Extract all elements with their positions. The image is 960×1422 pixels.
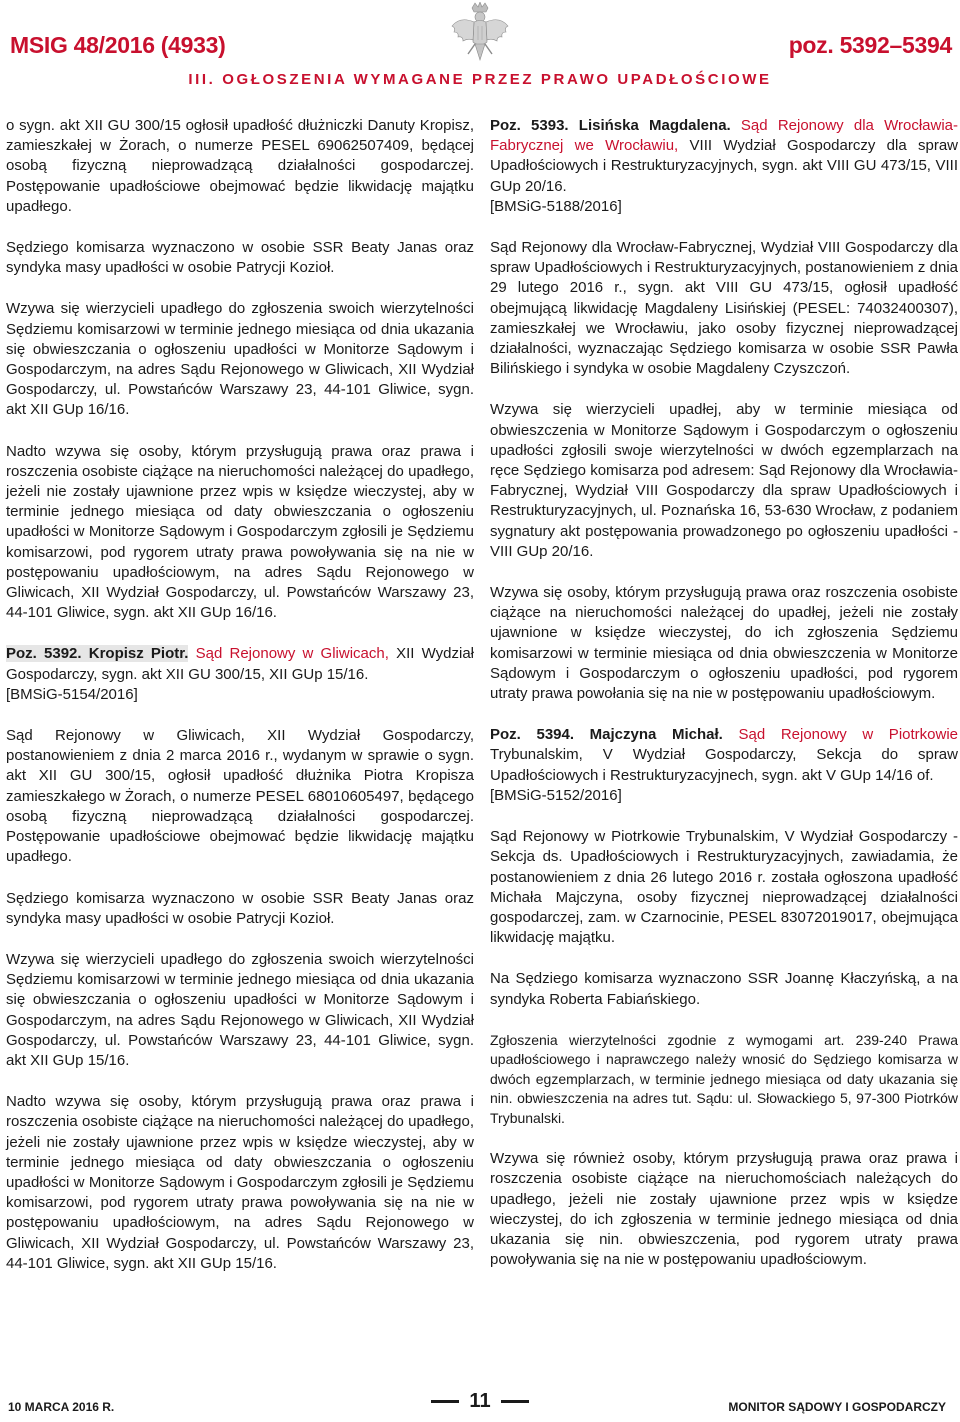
paragraph: Wzywa się również osoby, którym przysługują prawa oraz prawa i roszczenia osobiste ciążące na nieruchomościach należących do upadłego, jeżeli nie zostały ujawnione przez wpis w księdze wieczystej, do ich zgłoszenia w terminie jednego miesiąca od dnia ukazania się nin. obwieszczenia, pod rygorem utraty prawa powoływania się na nie w postępowaniu upadłościowym. bbox=[490, 1150, 958, 1269]
case-reference: Trybunalskim, V Wydział Gospodarczy, Sekcja do spraw Upadłościowych i Restrukturyzacyjnech, sygn. akt V GUp 14/16 of. bbox=[490, 746, 958, 784]
paragraph: Sąd Rejonowy w Piotrkowie Trybunalskim, V Wydział Gospodarczy - Sekcja ds. Upadłościowych i Restrukturyzacyjnych, zawiadamia, że postanowieniem z dnia 26 lutego 2016 r. została ogłoszona upadłość Michała Majczyna, osoby fizycznej nieprowadzącej działalności gospodarczej, zam. w Czarnocinie, PESEL 83072019017, obejmująca likwidację majątku. bbox=[490, 828, 958, 947]
bmsig-reference: [BMSiG-5188/2016] bbox=[490, 197, 622, 215]
polish-eagle-emblem-icon bbox=[450, 2, 510, 68]
publication-name: MONITOR SĄDOWY I GOSPODARCZY bbox=[728, 1400, 946, 1414]
position-range: poz. 5392–5394 bbox=[788, 32, 952, 58]
issue-date: 10 MARCA 2016 R. bbox=[8, 1400, 115, 1414]
notice-header-5394 bbox=[490, 725, 958, 806]
notice-number: Poz. 5393. Lisińska Magdalena. bbox=[490, 117, 731, 134]
page-dash-left bbox=[431, 1400, 459, 1403]
paragraph: Wzywa się wierzycieli upadłej, aby w terminie miesiąca od obwieszczenia w Monitorze Sądowym i Gospodarczym o ogłoszeniu upadłości zgłosili swoje wierzytelności w dwóch egzemplarzach na ręce Sędziego komisarza pod adresem: Sąd Rejonowy dla Wrocławia-Fabrycznej, Wydział VIII Gospodarczy dla spraw Upadłościowych i Restrukturyzacyjnych, ul. Poznańska 16, 53-630 Wrocław, z podaniem sygnatury akt postępowania prowadzonego po ogłoszeniu upadłości - VIII GUp 20/16. bbox=[490, 401, 958, 560]
court-name: Sąd Rejonowy w Piotrkowie bbox=[738, 726, 959, 744]
right-column bbox=[490, 116, 958, 1291]
paragraph: Nadto wzywa się osoby, którym przysługują prawa oraz prawa i roszczenia osobiste ciążące na nieruchomości należącej do upadłego, jeżeli nie zostały ujawnione przez wpis w księdze wieczystej, aby w terminie jednego miesiąca od daty obwieszczania o ogłoszeniu upadłości w Monitorze Sądowym i Gospodarczym zgłosili je Sędziemu komisarzowi, pod rygorem utraty prawa powoływania się na nie w postępowaniu upadłościowym, na adres Sądu Rejonowego w Gliwicach, XII Wydział Gospodarczy, ul. Powstańców Warszawy 23, 44-101 Gliwice, sygn. akt XII GUp 16/16. bbox=[6, 442, 474, 622]
page-number-value: 11 bbox=[469, 1390, 491, 1412]
case-reference: VIII Wydział Gospodarczy dla spraw Upadłościowych i Restrukturyzacyjnych, sygn. akt VIII GU 473/15, VIII GUp 20/16. bbox=[490, 137, 958, 195]
court-name: Sąd Rejonowy dla Wrocławia-Fabrycznej we Wrocławiu, bbox=[490, 117, 959, 155]
notice-number: Poz. 5392. Kropisz Piotr. bbox=[6, 645, 189, 663]
court-name: Sąd Rejonowy w Gliwicach, bbox=[195, 645, 389, 663]
bmsig-reference: [BMSiG-5152/2016] bbox=[490, 786, 622, 804]
case-reference: XII Wydział Gospodarczy, sygn. akt XII GU 300/15, XII GUp 15/16. bbox=[6, 645, 475, 683]
bmsig-reference: [BMSiG-5154/2016] bbox=[6, 685, 138, 703]
paragraph: Nadto wzywa się osoby, którym przysługują prawa oraz prawa i roszczenia osobiste ciążące na nieruchomości należącej do upadłego, jeżeli nie zostały ujawnione przez wpis w księdze wieczystej, aby w terminie jednego miesiąca od daty obwieszczania o ogłoszeniu upadłości w Monitorze Sądowym i Gospodarczym zgłosili je Sędziemu komisarzowi, pod rygorem utraty prawa powoływania się na nie w postępowaniu upadłościowym, na adres Sądu Rejonowego w Gliwicach, XII Wydział Gospodarczy, ul. Powstańców Warszawy 23, 44-101 Gliwice, sygn. akt XII GUp 15/16. bbox=[6, 1093, 474, 1272]
paragraph: Zgłoszenia wierzytelności zgodnie z wymogami art. 239-240 Prawa upadłościowego i naprawczego należy wnosić do Sędziego komisarza w dwóch egzemplarzach, w terminie jednego miesiąca od daty ukazania się nin. obwieszczenia na adres tut. Sądu: ul. Słowackiego 5, 97-300 Piotrków Trybunalski. bbox=[490, 1031, 958, 1126]
notice-header-5393 bbox=[490, 116, 958, 217]
paragraph: Sędziego komisarza wyznaczono w osobie SSR Beaty Janas oraz syndyka masy upadłości w osobie Patrycji Kozioł. bbox=[6, 239, 474, 277]
issue-number: MSIG 48/2016 (4933) bbox=[10, 32, 226, 58]
paragraph: Sąd Rejonowy w Gliwicach, XII Wydział Gospodarczy, postanowieniem z dnia 2 marca 2016 r., wydanym w sprawie o sygn. akt XII GU 300/15, ogłosił upadłość dłużnika Piotra Kropisza zamieszkałego w Żorach, o numerze PESEL 68010605497, będącego osobą fizyczną nieprowadzącą działalności gospodarczej. Postępowanie upadłościowe obejmować będzie likwidację majątku upadłego. bbox=[6, 727, 474, 866]
page-header bbox=[0, 0, 960, 108]
paragraph: Wzywa się osoby, którym przysługują prawa oraz roszczenia osobiste ciążące na nieruchomości należącej do upadłej, jeżeli nie zostały ujawnione w księdze wieczystej, do ich zgłoszenia Sędziemu komisarzowi w terminie miesiąca od dnia obwieszczenia w Monitorze Sądowym i Gospodarczym o ogłoszeniu upadłości, pod rygorem utraty prawa powołania się na nie w postępowaniu upadłościowym. bbox=[490, 584, 958, 703]
paragraph: Wzywa się wierzycieli upadłego do zgłoszenia swoich wierzytelności Sędziemu komisarzowi w terminie jednego miesiąca od dnia ukazania się obwieszczania o ogłoszeniu upadłości w Monitorze Sądowym i Gospodarczym, na adres Sądu Rejonowego w Gliwicach, XII Wydział Gospodarczy, ul. Powstańców Warszawy 23, 44-101 Gliwice, sygn. akt XII GUp 15/16. bbox=[6, 950, 474, 1069]
left-column bbox=[6, 116, 474, 1295]
page-footer bbox=[0, 1378, 960, 1422]
paragraph: Sąd Rejonowy dla Wrocław-Fabrycznej, Wydział VIII Gospodarczy dla spraw Upadłościowych i Restrukturyzacyjnych, postanowieniem z dnia 29 lutego 2016 r., sygn. akt VIII GU 473/15, ogłosił upadłość obejmującą likwidację Magdaleny Lisińskiej (PESEL: 74032400307), zamieszkałej we Wrocławiu, jako osoby fizycznej nieprowadzącej działalności, wyznaczając Sędziego komisarza w osobie SSR Pawła Bilińskiego i syndyka w osobie Magdaleny Czyszczoń. bbox=[490, 239, 958, 378]
paragraph: Sędziego komisarza wyznaczono w osobie SSR Beaty Janas oraz syndyka masy upadłości w osobie Patrycji Kozioł. bbox=[6, 889, 474, 927]
section-title: III. OGŁOSZENIA WYMAGANE PRZEZ PRAWO UPADŁOŚCIOWE bbox=[188, 71, 772, 88]
notice-header-5392 bbox=[6, 644, 474, 705]
paragraph: Wzywa się wierzycieli upadłego do zgłoszenia swoich wierzytelności Sędziemu komisarzowi w terminie jednego miesiąca od dnia ukazania się obwieszczania o ogłoszeniu upadłości w Monitorze Sądowym i Gospodarczym, na adres Sądu Rejonowego w Gliwicach, XII Wydział Gospodarczy, ul. Powstańców Warszawy 23, 44-101 Gliwice, sygn. akt XII GUp 16/16. bbox=[6, 300, 474, 419]
notice-number: Poz. 5394. Majczyna Michał. bbox=[490, 726, 723, 744]
paragraph: Na Sędziego komisarza wyznaczono SSR Joannę Kłaczyńską, a na syndyka Roberta Fabiańskiego. bbox=[490, 970, 958, 1008]
page-dash-right bbox=[501, 1400, 529, 1403]
paragraph: o sygn. akt XII GU 300/15 ogłosił upadłość dłużniczki Danuty Kropisz, zamieszkałej w Żorach, o numerze PESEL 69062507409, będącej osobą fizyczną nieprowadzącą działalności gospodarczej. Postępowanie upadłościowe obejmować będzie likwidację majątku upadłego. bbox=[6, 117, 474, 215]
